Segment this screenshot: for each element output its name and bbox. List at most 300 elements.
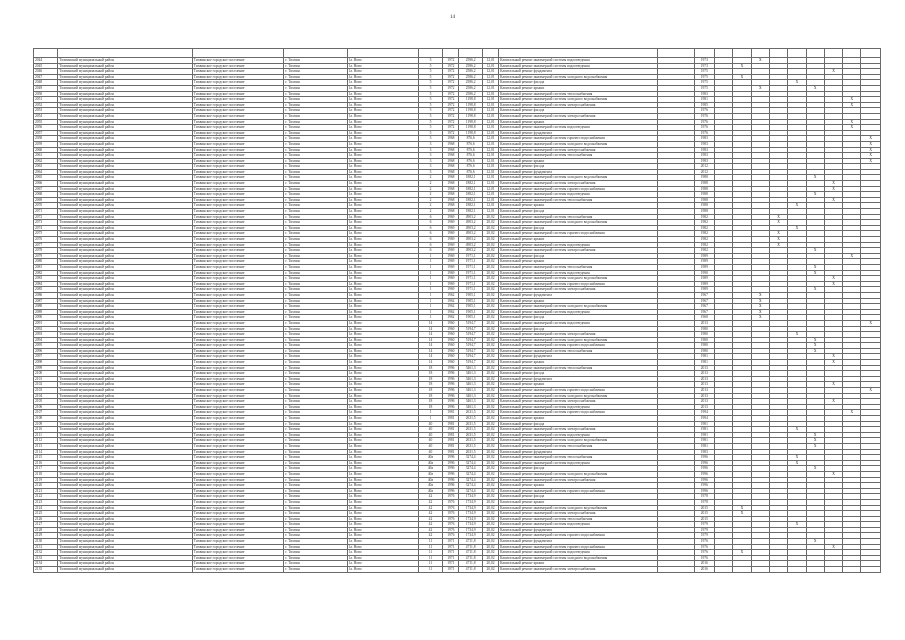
table-cell: 2045 <box>34 63 58 69</box>
table-cell: 1 <box>418 410 442 416</box>
table-cell: г. Тихвин <box>284 298 347 304</box>
table-cell: 2094 <box>34 337 58 343</box>
table-cell: Капитальный ремонт инженерной системы электроснабжения <box>499 332 658 338</box>
table-cell: Тихвинский муниципальный район <box>58 292 192 298</box>
table-cell: 20,02 <box>482 259 498 265</box>
table-cell: 1198,8 <box>459 130 482 136</box>
table-cell: 1981 <box>694 421 714 427</box>
table-cell: г. Тихвин <box>284 471 347 477</box>
table-cell: Капитальный ремонт инженерной системы горячего водоснабжения <box>499 488 658 494</box>
table-cell: Капитальный ремонт инженерной системы холодного водоснабжения <box>499 438 658 444</box>
table-cell: 20,02 <box>482 371 498 377</box>
table-cell: 20,02 <box>482 298 498 304</box>
table-cell: 1а. Ново <box>347 248 418 254</box>
table-cell: X <box>843 97 861 103</box>
table-cell: Тихвинское городское поселение <box>192 169 284 175</box>
table-cell: 1а. Ново <box>347 438 418 444</box>
table-cell: г. Тихвин <box>284 125 347 131</box>
table-cell: 1а. Ново <box>347 264 418 270</box>
table-cell: 3461,3 <box>459 382 482 388</box>
table-cell: 14 <box>418 343 442 349</box>
table-cell: 2112 <box>34 438 58 444</box>
table-cell: Тихвинское городское поселение <box>192 527 284 533</box>
table-cell: 4903,2 <box>459 225 482 231</box>
table-cell: Тихвинское городское поселение <box>192 186 284 192</box>
table-cell: Тихвинское городское поселение <box>192 158 284 164</box>
table-cell: 1971,1 <box>459 287 482 293</box>
table-cell: 14 <box>418 354 442 360</box>
table-cell: X <box>788 80 806 86</box>
column-header <box>733 49 751 58</box>
table-cell: 1982 <box>694 237 714 243</box>
table-cell: Тихвинское городское поселение <box>192 432 284 438</box>
table-cell: Тихвинский муниципальный район <box>58 326 192 332</box>
table-cell: 4903,2 <box>459 237 482 243</box>
table-cell: 1972 <box>443 58 459 64</box>
table-cell: 1905,1 <box>459 315 482 321</box>
table-cell: 20,02 <box>482 555 498 561</box>
table-cell: 18 <box>418 404 442 410</box>
table-cell: Тихвинский муниципальный район <box>58 220 192 226</box>
table-cell: Тихвинское городское поселение <box>192 242 284 248</box>
table-cell: Тихвинский муниципальный район <box>58 550 192 556</box>
table-cell: 1967 <box>694 309 714 315</box>
table-cell: Тихвинское городское поселение <box>192 276 284 282</box>
table-cell: Капитальный ремонт инженерной системы электроснабжения <box>499 113 658 119</box>
table-cell: Тихвинское городское поселение <box>192 287 284 293</box>
table-cell: г. Тихвин <box>284 567 347 573</box>
table-cell: 1734,9 <box>459 505 482 511</box>
table-cell: 1а. Ново <box>347 309 418 315</box>
table-cell: Капитальный ремонт инженерной системы электроснабжения <box>499 399 658 405</box>
table-cell: 1972 <box>443 74 459 80</box>
table-cell: 2057 <box>34 130 58 136</box>
table-cell: 1988 <box>694 192 714 198</box>
table-cell: 2062 <box>34 158 58 164</box>
table-cell: г. Тихвин <box>284 85 347 91</box>
table-cell: 1а. Ново <box>347 343 418 349</box>
table-cell: 5194,7 <box>459 326 482 332</box>
table-cell: 12,01 <box>482 113 498 119</box>
table-cell: Капитальный ремонт инженерной системы холодного водоснабжения <box>499 97 658 103</box>
table-cell: г. Тихвин <box>284 354 347 360</box>
table-cell: 20,02 <box>482 270 498 276</box>
table-cell: 40 <box>418 449 442 455</box>
table-cell: 1971 <box>443 544 459 550</box>
table-cell: Тихвинское городское поселение <box>192 376 284 382</box>
table-cell: Тихвинское городское поселение <box>192 488 284 494</box>
table-cell: 2044 <box>34 58 58 64</box>
table-cell: 2013 <box>694 393 714 399</box>
table-cell: 40a <box>418 460 442 466</box>
table-cell: 20,02 <box>482 348 498 354</box>
table-cell: 2133 <box>34 555 58 561</box>
table-cell: г. Тихвин <box>284 130 347 136</box>
table-cell: X <box>806 264 824 270</box>
table-cell: Тихвинское городское поселение <box>192 438 284 444</box>
table-cell: 20,02 <box>482 354 498 360</box>
table-cell: 1968 <box>443 141 459 147</box>
table-cell: 20,02 <box>482 220 498 226</box>
table-cell: 2063 <box>34 164 58 170</box>
table-cell: Капитальный ремонт инженерной системы электроснабжения <box>499 181 658 187</box>
table-cell: 1996 <box>443 399 459 405</box>
table-cell: 2104 <box>34 393 58 399</box>
table-cell: 12,01 <box>482 197 498 203</box>
table-cell: 2631,5 <box>459 410 482 416</box>
table-cell: 12,01 <box>482 203 498 209</box>
table-cell: Тихвинский муниципальный район <box>58 74 192 80</box>
table-cell: 3 <box>418 164 442 170</box>
table-cell: X <box>769 242 787 248</box>
table-cell: 1996 <box>694 460 714 466</box>
table-cell: 1 <box>418 298 442 304</box>
table-cell: Тихвинский муниципальный район <box>58 410 192 416</box>
table-cell: 2129 <box>34 533 58 539</box>
table-cell: 2046 <box>34 69 58 75</box>
table-cell: 2065 <box>34 175 58 181</box>
table-cell: Тихвинское городское поселение <box>192 225 284 231</box>
table-cell: 2096 <box>34 348 58 354</box>
table-cell: Тихвинский муниципальный район <box>58 516 192 522</box>
table-cell: 2049 <box>34 85 58 91</box>
table-cell: Тихвинский муниципальный район <box>58 527 192 533</box>
table-cell: 1976 <box>694 555 714 561</box>
table-cell: г. Тихвин <box>284 432 347 438</box>
table-body <box>34 58 881 573</box>
table-cell: 1734,9 <box>459 494 482 500</box>
table-cell: X <box>769 214 787 220</box>
column-header <box>58 49 192 58</box>
table-cell: 42 <box>418 533 442 539</box>
table-cell: Тихвинский муниципальный район <box>58 153 192 159</box>
table-cell: 1972 <box>443 85 459 91</box>
table-cell: 1 <box>418 253 442 259</box>
table-cell: Тихвинский муниципальный район <box>58 416 192 422</box>
table-cell: Тихвинский муниципальный район <box>58 97 192 103</box>
table-cell: 2586,2 <box>459 91 482 97</box>
table-cell: 2013 <box>694 320 714 326</box>
table-cell: г. Тихвин <box>284 91 347 97</box>
table-cell: 1968 <box>443 164 459 170</box>
table-cell: Тихвинское городское поселение <box>192 264 284 270</box>
table-cell: 1а. Ново <box>347 550 418 556</box>
table-cell: 42 <box>418 522 442 528</box>
table-cell: Тихвинское городское поселение <box>192 477 284 483</box>
table-cell: 2125 <box>34 511 58 517</box>
table-cell: 1996 <box>443 365 459 371</box>
table-cell: Тихвинский муниципальный район <box>58 460 192 466</box>
table-cell: 14 <box>418 348 442 354</box>
table-cell: 5 <box>418 58 442 64</box>
table-cell: 2061 <box>34 153 58 159</box>
table-cell: 1967 <box>694 304 714 310</box>
table-cell: г. Тихвин <box>284 443 347 449</box>
table-cell: 1а. Ново <box>347 505 418 511</box>
table-cell: 20,02 <box>482 460 498 466</box>
table-cell: 1а. Ново <box>347 237 418 243</box>
table-cell: X <box>788 225 806 231</box>
table-cell: Капитальный ремонт инженерной системы теплоснабжения <box>499 264 658 270</box>
table-cell: Тихвинский муниципальный район <box>58 130 192 136</box>
table-cell: 20,02 <box>482 304 498 310</box>
table-cell: 20,02 <box>482 505 498 511</box>
table-cell: Тихвинское городское поселение <box>192 539 284 545</box>
table-cell: 12,01 <box>482 63 498 69</box>
table-cell: 2066 <box>34 181 58 187</box>
table-cell: 1а. Ново <box>347 58 418 64</box>
table-cell: Тихвинское городское поселение <box>192 136 284 142</box>
table-cell: 20,02 <box>482 410 498 416</box>
table-cell: 1а. Ново <box>347 393 418 399</box>
table-cell: X <box>861 158 881 164</box>
table-cell: г. Тихвин <box>284 304 347 310</box>
table-cell: 2013 <box>694 371 714 377</box>
table-cell: 20,02 <box>482 443 498 449</box>
table-cell: X <box>806 443 824 449</box>
table-cell: X <box>824 544 842 550</box>
table-cell: 1990 <box>694 270 714 276</box>
table-cell: 1а. Ново <box>347 225 418 231</box>
table-cell: 1981 <box>694 427 714 433</box>
table-cell: г. Тихвин <box>284 399 347 405</box>
table-cell: Капитальный ремонт инженерной системы холодного водоснабжения <box>499 220 658 226</box>
table-cell: Тихвинское городское поселение <box>192 522 284 528</box>
table-cell: 1198,8 <box>459 108 482 114</box>
table-cell: г. Тихвин <box>284 460 347 466</box>
table-cell: 1а. Ново <box>347 443 418 449</box>
column-header <box>861 49 881 58</box>
table-cell: 1960 <box>443 337 459 343</box>
table-cell: Тихвинский муниципальный район <box>58 365 192 371</box>
table-cell: г. Тихвин <box>284 58 347 64</box>
table-cell: 3461,3 <box>459 393 482 399</box>
table-cell: Тихвинский муниципальный район <box>58 225 192 231</box>
table-cell: г. Тихвин <box>284 376 347 382</box>
table-cell: г. Тихвин <box>284 209 347 215</box>
table-cell: Тихвинский муниципальный район <box>58 315 192 321</box>
column-header <box>769 49 787 58</box>
table-cell: Тихвинское городское поселение <box>192 511 284 517</box>
table-cell: Тихвинский муниципальный район <box>58 214 192 220</box>
table-cell: 2586,2 <box>459 63 482 69</box>
table-cell: 12,01 <box>482 69 498 75</box>
table-cell: 2631,5 <box>459 416 482 422</box>
table-cell: 1982 <box>694 231 714 237</box>
table-cell: 2070 <box>34 203 58 209</box>
table-cell: 20,02 <box>482 483 498 489</box>
table-cell: 20,02 <box>482 337 498 343</box>
table-cell: 2085 <box>34 287 58 293</box>
table-cell: Тихвинский муниципальный район <box>58 505 192 511</box>
table-cell: 12,01 <box>482 119 498 125</box>
table-cell: X <box>733 511 751 517</box>
table-cell: Капитальный ремонт инженерной системы горячего водоснабжения <box>499 388 658 394</box>
table-cell: 1а. Ново <box>347 421 418 427</box>
table-cell: 1968 <box>443 169 459 175</box>
table-cell: 1969 <box>443 264 459 270</box>
table-cell: 1980 <box>694 348 714 354</box>
table-cell: 1969 <box>443 281 459 287</box>
table-cell: Тихвинское городское поселение <box>192 320 284 326</box>
table-cell: 40 <box>418 443 442 449</box>
table-cell: X <box>806 348 824 354</box>
table-cell: 2093 <box>34 332 58 338</box>
table-cell: 1971 <box>443 567 459 573</box>
table-cell: Капитальный ремонт инженерной системы водоотведения <box>499 404 658 410</box>
table-cell: 1972 <box>443 91 459 97</box>
table-cell: Тихвинское городское поселение <box>192 337 284 343</box>
table-cell: 1996 <box>694 471 714 477</box>
table-cell: 2132 <box>34 550 58 556</box>
table-cell: 1968 <box>443 136 459 142</box>
table-cell: 2054 <box>34 113 58 119</box>
table-cell: 3 <box>418 147 442 153</box>
table-cell: 2 <box>418 181 442 187</box>
table-cell: X <box>824 399 842 405</box>
table-cell: 1734,9 <box>459 499 482 505</box>
table-cell: 1994 <box>694 416 714 422</box>
table-cell: Капитальный ремонт инженерной системы водоотведения <box>499 58 658 64</box>
table-cell: 20,02 <box>482 404 498 410</box>
table-cell: 12,01 <box>482 102 498 108</box>
table-cell: 1981 <box>694 438 714 444</box>
table-cell: 2100 <box>34 371 58 377</box>
table-cell: Капитальный ремонт инженерной системы холодного водоснабжения <box>499 276 658 282</box>
table-cell: 1996 <box>694 455 714 461</box>
table-cell: Тихвинское городское поселение <box>192 371 284 377</box>
table-cell: 1971,1 <box>459 270 482 276</box>
table-cell: 3 <box>418 158 442 164</box>
table-cell: 1996 <box>443 471 459 477</box>
table-cell: 1968 <box>443 153 459 159</box>
table-cell: 1994 <box>694 410 714 416</box>
table-cell: 2108 <box>34 416 58 422</box>
table-cell: Капитальный ремонт инженерной системы горячего водоснабжения <box>499 533 658 539</box>
table-cell: г. Тихвин <box>284 136 347 142</box>
table-cell: Капитальный ремонт инженерной системы холодного водоснабжения <box>499 175 658 181</box>
table-cell: X <box>861 320 881 326</box>
table-cell: г. Тихвин <box>284 203 347 209</box>
table-cell: 5 <box>418 80 442 86</box>
table-cell: Капитальный ремонт инженерной системы холодного водоснабжения <box>499 337 658 343</box>
table-cell: Тихвинское городское поселение <box>192 326 284 332</box>
table-cell: 2101 <box>34 376 58 382</box>
table-cell: 20,02 <box>482 365 498 371</box>
table-header-row <box>34 49 881 58</box>
table-cell: 1971 <box>443 539 459 545</box>
table-cell: г. Тихвин <box>284 181 347 187</box>
table-cell: 1996 <box>443 466 459 472</box>
table-cell: Тихвинское городское поселение <box>192 332 284 338</box>
table-cell: 14 <box>418 332 442 338</box>
table-cell: Капитальный ремонт фасада <box>499 80 658 86</box>
table-cell: X <box>861 388 881 394</box>
table-cell: X <box>788 455 806 461</box>
table-cell: Тихвинский муниципальный район <box>58 169 192 175</box>
table-cell: г. Тихвин <box>284 494 347 500</box>
table-cell: 1а. Ново <box>347 74 418 80</box>
table-cell: Тихвинское городское поселение <box>192 309 284 315</box>
table-cell: 1976 <box>443 516 459 522</box>
table-cell: 1967 <box>694 292 714 298</box>
table-cell: г. Тихвин <box>284 192 347 198</box>
table-cell: 1 <box>418 309 442 315</box>
table-cell: Тихвинское городское поселение <box>192 421 284 427</box>
table-cell: 1960 <box>443 360 459 366</box>
table-cell: 5 <box>418 108 442 114</box>
table-cell: 40a <box>418 455 442 461</box>
table-cell: 1980 <box>694 326 714 332</box>
table-cell: 2012 <box>694 164 714 170</box>
table-cell: г. Тихвин <box>284 539 347 545</box>
column-header <box>347 49 418 58</box>
table-cell: Тихвинский муниципальный район <box>58 371 192 377</box>
table-cell: 1976 <box>694 108 714 114</box>
table-cell: 1а. Ново <box>347 169 418 175</box>
table-cell: 1734,9 <box>459 527 482 533</box>
table-cell: 1981 <box>443 432 459 438</box>
table-cell: 2015 <box>694 516 714 522</box>
table-cell: 1а. Ново <box>347 388 418 394</box>
table-cell: 11 <box>418 539 442 545</box>
table-cell: 1996 <box>443 382 459 388</box>
table-cell: г. Тихвин <box>284 231 347 237</box>
table-cell: 1996 <box>443 404 459 410</box>
table-cell: 4903,2 <box>459 231 482 237</box>
table-cell: 3 <box>418 169 442 175</box>
table-cell: X <box>843 253 861 259</box>
table-cell: Тихвинский муниципальный район <box>58 192 192 198</box>
table-cell: X <box>751 58 769 64</box>
table-cell: 5 <box>418 74 442 80</box>
table-cell: 1968 <box>443 158 459 164</box>
table-cell: 4711,8 <box>459 555 482 561</box>
table-cell: г. Тихвин <box>284 393 347 399</box>
table-cell: г. Тихвин <box>284 348 347 354</box>
table-cell: Тихвинское городское поселение <box>192 85 284 91</box>
table-cell: 1960 <box>443 354 459 360</box>
table-cell: 1968 <box>443 203 459 209</box>
table-cell: 20,02 <box>482 225 498 231</box>
column-header <box>843 49 861 58</box>
table-cell: 1а. Ново <box>347 164 418 170</box>
table-cell: 1а. Ново <box>347 432 418 438</box>
table-cell: Капитальный ремонт инженерной системы горячего водоснабжения <box>499 410 658 416</box>
table-cell: Капитальный ремонт инженерной системы электроснабжения <box>499 248 658 254</box>
table-cell: 1989 <box>694 253 714 259</box>
table-cell: 1983 <box>694 91 714 97</box>
table-cell: 1а. Ново <box>347 449 418 455</box>
table-cell: 2127 <box>34 522 58 528</box>
table-cell: г. Тихвин <box>284 488 347 494</box>
table-cell: г. Тихвин <box>284 527 347 533</box>
table-cell: Тихвинское городское поселение <box>192 108 284 114</box>
table-cell: 1989 <box>694 276 714 282</box>
table-cell: 1а. Ново <box>347 371 418 377</box>
table-cell: г. Тихвин <box>284 388 347 394</box>
table-cell: 2 <box>418 203 442 209</box>
table-cell: г. Тихвин <box>284 63 347 69</box>
table-cell: Капитальный ремонт инженерной системы горячего водоснабжения <box>499 186 658 192</box>
table-cell: Тихвинское городское поселение <box>192 483 284 489</box>
table-cell: 2 <box>418 175 442 181</box>
table-cell: 2013 <box>694 376 714 382</box>
table-cell: 2079 <box>34 253 58 259</box>
table-cell: 20,02 <box>482 264 498 270</box>
table-cell: 1979 <box>694 527 714 533</box>
table-cell: Тихвинский муниципальный район <box>58 259 192 265</box>
